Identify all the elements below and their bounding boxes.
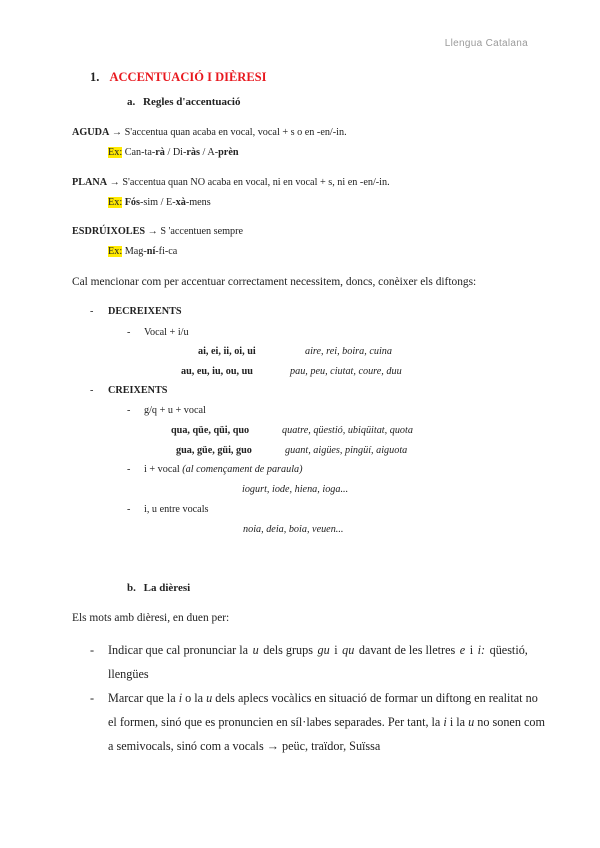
creixents-sub-2-main: i + vocal	[144, 464, 183, 475]
bullet-text: a semivocals, sinó com a vocals → peüc, traïdor, Suïssa	[108, 739, 381, 753]
heading-a	[127, 96, 240, 108]
bullet-text: i	[334, 643, 338, 657]
example-text: Mag-	[122, 246, 147, 257]
bullet-text: i la	[446, 715, 469, 729]
rule-label: PLANA	[72, 177, 108, 188]
rule-aguda-example	[108, 147, 239, 158]
arrow-icon: →	[109, 177, 120, 188]
example-text: -sim / E-	[139, 197, 176, 208]
bullet-italic: u	[252, 643, 259, 657]
decreixents-sub: Vocal + i/u	[144, 327, 189, 338]
example-text: -mens	[185, 197, 211, 208]
heading-b	[127, 582, 190, 594]
arrow-icon: →	[111, 127, 123, 138]
bullet-text: dels aplecs vocàlics en situació de formar un diftong en realitat no	[212, 691, 538, 705]
example-stressed: Fós	[124, 197, 140, 208]
bullet-dash: -	[127, 405, 131, 416]
diftong-examples: quatre, qüestió, ubiqüitat, quota	[282, 425, 413, 436]
heading-1-title: ACCENTUACIÓ I DIÈRESI	[109, 70, 267, 84]
rule-esdruixoles	[72, 226, 243, 237]
creixents-sub-3-examples: noia, deia, boia, veuen...	[243, 524, 344, 535]
example-text: / Di-	[164, 147, 187, 158]
bullet-italic: i	[178, 691, 183, 705]
rule-text: S'accentua quan NO acaba en vocal, ni en vocal + s, ni en -en/-in.	[119, 177, 390, 188]
creixents-sub-1: g/q + u + vocal	[144, 405, 206, 416]
example-stressed: rà	[155, 147, 165, 158]
bullet-text: el formen, sinó que es pronuncien en síl·labes separades. Per tant, la	[108, 715, 444, 729]
bullet-italic: gu	[317, 643, 330, 657]
bullet-text: llengües	[108, 667, 149, 681]
example-label: Ex:	[108, 197, 123, 208]
bullet-text: no sonen com	[474, 715, 545, 729]
bullet-dash: -	[90, 385, 94, 396]
bullet-dash: -	[127, 504, 131, 515]
diftong-groups: gua, güe, güi, guo	[176, 445, 252, 456]
bullet-text: Marcar que la	[108, 691, 179, 705]
heading-b-title: La dièresi	[143, 582, 191, 594]
rule-esdruixoles-example	[108, 246, 177, 257]
bullet-dash: -	[127, 464, 131, 475]
bullet-text: i	[469, 643, 474, 657]
bullet-italic: u	[206, 691, 213, 705]
diftongs-intro: Cal mencionar com per accentuar correctament necessitem, doncs, conèixer els diftongs:	[72, 276, 477, 288]
example-label: Ex:	[108, 147, 123, 158]
bullet-text: davant de les lletres	[358, 643, 456, 657]
diftong-examples: guant, aigües, pingüí, aiguota	[285, 445, 408, 456]
heading-a-number: a.	[127, 96, 136, 108]
example-text: -fi-ca	[155, 246, 178, 257]
bullet-italic: e	[459, 643, 466, 657]
bullet-dash: -	[127, 327, 131, 338]
creixents-sub-3: i, u entre vocals	[144, 504, 209, 515]
rule-plana-example	[108, 197, 211, 208]
bullet-italic: i:	[477, 643, 486, 657]
bullet-italic: u	[468, 715, 475, 729]
creixents-sub-2-note: (al començament de paraula)	[182, 464, 303, 475]
heading-1-number: 1.	[90, 70, 100, 84]
heading-1	[90, 70, 266, 85]
creixents-sub-2	[144, 464, 303, 475]
creixents-sub-2-examples: iogurt, iode, hiena, ioga...	[242, 484, 349, 495]
rule-text: S'accentua quan acaba en vocal, vocal + s o en -en/-in.	[122, 127, 347, 138]
heading-a-title: Regles d'accentuació	[143, 96, 241, 108]
diftong-groups: qua, qüe, qüi, quo	[171, 425, 250, 436]
bullet-dash: -	[90, 691, 95, 705]
dieresi-intro: Els mots amb dièresi, en duen per:	[72, 612, 230, 624]
diftong-groups: au, eu, iu, ou, uu	[181, 366, 253, 377]
example-label: Ex:	[108, 246, 123, 257]
rule-plana	[72, 177, 390, 188]
example-stressed: xà	[175, 197, 186, 208]
bullet-dash: -	[90, 643, 95, 657]
rule-label: AGUDA	[72, 127, 110, 138]
rule-label: ESDRÚIXOLES	[72, 226, 146, 237]
example-stressed: ní	[146, 246, 156, 257]
rule-aguda	[72, 127, 347, 138]
bullet-text: Indicar que cal pronunciar la	[108, 643, 249, 657]
decreixents-title: DECREIXENTS	[108, 306, 182, 317]
example-stressed: prèn	[218, 147, 239, 158]
bullet-text: dels grups	[263, 643, 313, 657]
rule-text: S 'accentuen sempre	[157, 226, 244, 237]
bullet-text: o la	[182, 691, 207, 705]
diftong-examples: aire, rei, boira, cuina	[305, 346, 392, 357]
example-text: / A-	[200, 147, 219, 158]
bullet-italic: i	[443, 715, 447, 729]
diftong-groups: ai, ei, ii, oi, ui	[198, 346, 256, 357]
bullet-text: qüestió,	[489, 643, 528, 657]
dieresi-bullet-1	[108, 638, 528, 686]
heading-b-number: b.	[127, 582, 136, 594]
bullet-dash: -	[90, 306, 94, 317]
document-header: Llengua Catalana	[444, 38, 528, 49]
example-text: Can-ta-	[122, 147, 156, 158]
diftong-examples: pau, peu, ciutat, coure, duu	[290, 366, 402, 377]
example-stressed: ràs	[186, 147, 200, 158]
dieresi-bullet-2	[108, 686, 545, 758]
arrow-icon: →	[147, 226, 158, 237]
creixents-title: CREIXENTS	[108, 385, 168, 396]
bullet-italic: qu	[342, 643, 355, 657]
